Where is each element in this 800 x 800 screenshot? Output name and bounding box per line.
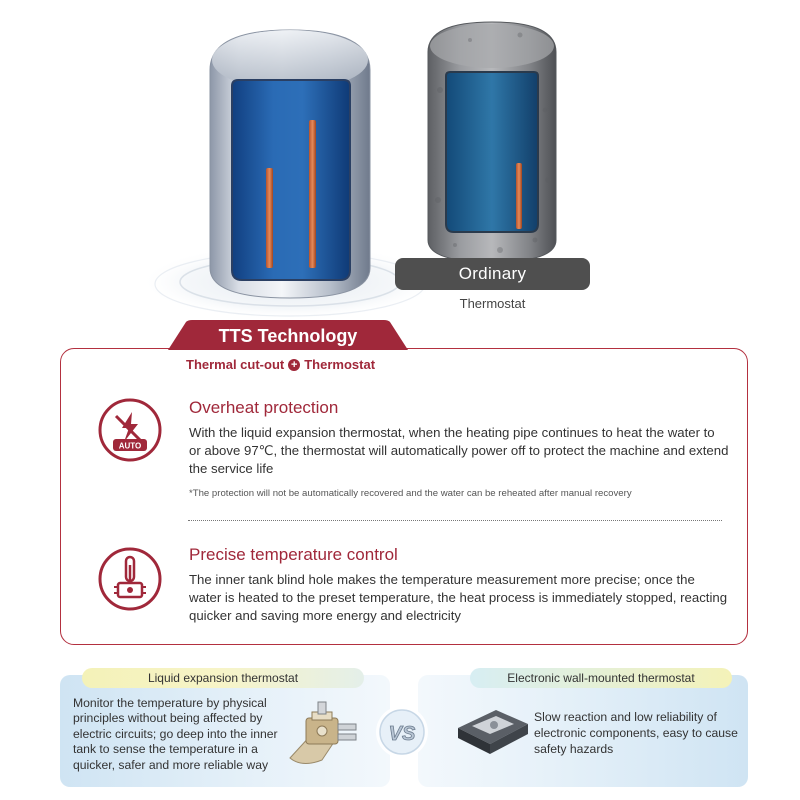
ordinary-caption: Thermostat bbox=[459, 296, 526, 311]
electronic-thermostat-device-icon bbox=[452, 700, 532, 760]
thermal-cutout-label: Thermal cut-out bbox=[186, 357, 285, 372]
temperature-control-description: The inner tank blind hole makes the temperature measurement more precise; once the water is heated to the preset temperature, the heat process is immediately stopped, reacting quicker and saving more energy and electricity bbox=[189, 572, 728, 623]
electronic-thermostat-description: Slow reaction and low reliability of electronic components, easy to cause safety hazards bbox=[534, 710, 738, 756]
svg-text:VS: VS bbox=[388, 723, 416, 745]
tts-subtitle bbox=[186, 357, 375, 372]
liquid-thermostat-description: Monitor the temperature by physical principles without being affected by electric circuits; go deep into the inner tank to sense the temperature in a quicker, safer and more reliable way bbox=[73, 696, 278, 772]
tts-technology-title: TTS Technology bbox=[218, 326, 358, 346]
liquid-thermostat-title: Liquid expansion thermostat bbox=[82, 668, 364, 688]
overheat-protection-note: *The protection will not be automatically recovered and the water can be reheated after manual recovery bbox=[189, 488, 632, 499]
svg-text:AUTO: AUTO bbox=[118, 441, 142, 451]
ordinary-label-badge: Ordinary bbox=[395, 258, 590, 290]
ordinary-tank bbox=[428, 22, 556, 262]
auto-no-overheat-icon bbox=[96, 396, 164, 464]
tts-tank bbox=[210, 30, 370, 298]
liquid-thermostat-device-icon bbox=[282, 698, 366, 770]
vs-badge bbox=[374, 704, 430, 760]
temperature-control-title: Precise temperature control bbox=[189, 545, 398, 564]
feature-divider bbox=[188, 520, 722, 521]
electronic-thermostat-title: Electronic wall-mounted thermostat bbox=[470, 668, 732, 688]
overheat-protection-description: With the liquid expansion thermostat, when the heating pipe continues to heat the water to or above 97℃, the thermostat will automatically power off to protect the machine and extend the service life bbox=[189, 425, 729, 476]
thermometer-chip-icon bbox=[96, 545, 164, 613]
plus-icon: + bbox=[288, 359, 300, 371]
thermostat-label: Thermostat bbox=[304, 357, 376, 372]
overheat-protection-title: Overheat protection bbox=[189, 398, 339, 417]
